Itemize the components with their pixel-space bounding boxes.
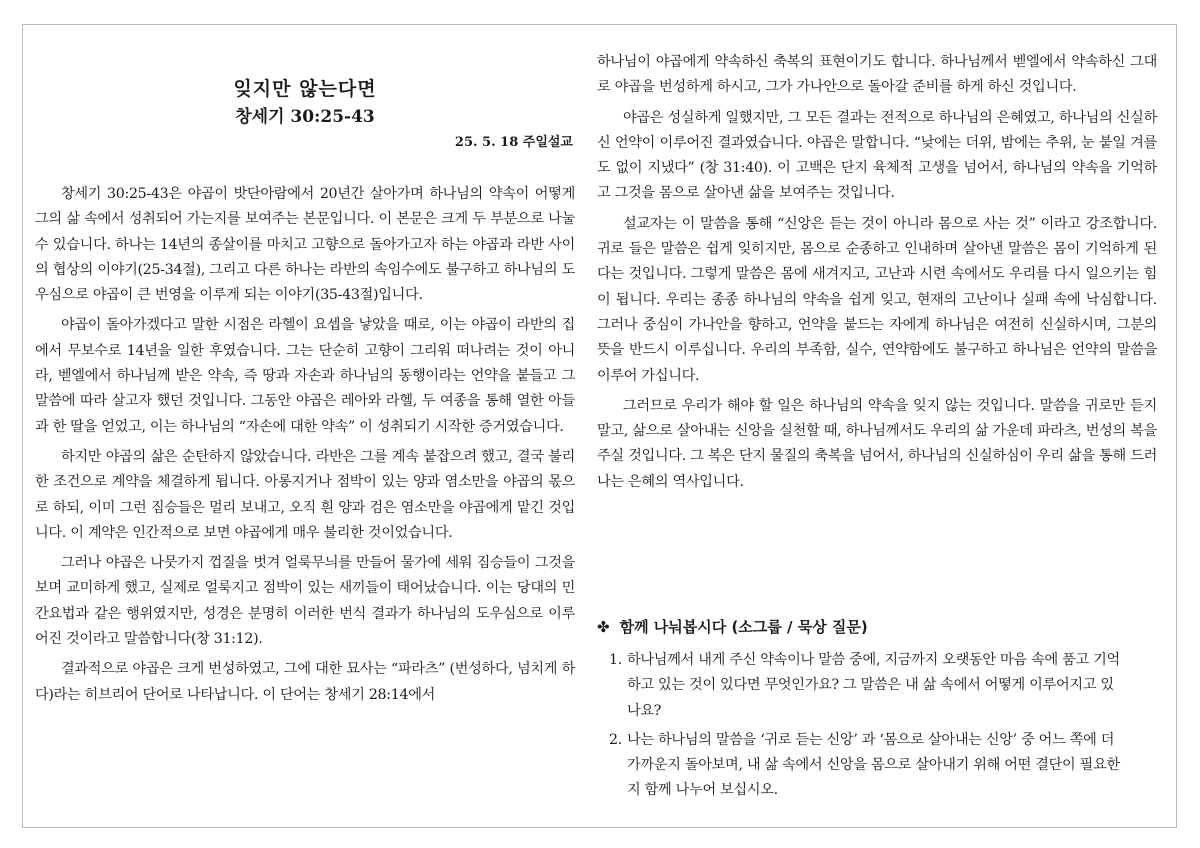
paragraph: 야곱이 돌아가겠다고 말한 시점은 라헬이 요셉을 낳았을 때로, 이는 야곱이 라반의 집에서 무보수로 14년을 일한 후였습니다. 그는 단순히 고향이 그리워 떠나려는 것이 아니라, 벧엘에서 하나님께 받은 약속, 즉 땅과 자손과 하나님의 동행이라는 언약을 붙들고 그 말씀에 따라 살고자 했던 것입니다. 그동안 야곱은 레아와 라헬, 두 여종을 통해 열한 아들과 한 딸을 얻었고, 이는 하나님의 “자손에 대한 약속” 이 성취되기 시작한 증거였습니다. [35, 317, 575, 435]
sermon-title: 잊지만 않는다면 [233, 78, 377, 100]
list-item [597, 648, 1127, 724]
paragraph: 하지만 야곱의 삶은 순탄하지 않았습니다. 라반은 그를 계속 붙잡으려 했고, 결국 불리한 조건으로 계약을 체결하게 됩니다. 아롱지거나 점박이 있는 양과 염소만을 야곱의 몫으로 하되, 이미 그런 짐승들은 멀리 보내고, 오직 흰 양과 검은 염소만을 야곱에게 맡긴 것입니다. 이 계약은 인간적으로 보면 야곱에게 매우 불리한 것이었습니다. [35, 448, 575, 541]
list-item [597, 728, 1127, 804]
discussion-heading [597, 616, 868, 637]
question-list [597, 648, 1127, 808]
scripture-reference: 창세기 30:25-43 [235, 107, 375, 127]
right-body [597, 50, 1157, 495]
question-number: 1. [609, 652, 622, 668]
paragraph: 설교자는 이 말씀을 통해 “신앙은 듣는 것이 아니라 몸으로 사는 것” 이라고 강조합니다. 귀로 들은 말씀은 쉽게 잊히지만, 몸으로 순종하고 인내하며 살아낸 말씀은 몸이 기억하게 된다는 것입니다. 그렇게 말씀은 몸에 새겨지고, 고난과 시련 속에서도 우리를 다시 일으키는 힘이 됩니다. 우리는 종종 하나님의 약속을 쉽게 잊고, 현재의 고난이나 실패 속에 낙심합니다. 그러나 중심이 가나안을 향하고, 언약을 붙드는 자에게 하나님은 여전히 신실하시며, 그분의 뜻을 반드시 이루십니다. 우리의 부족함, 실수, 연약함에도 불구하고 하나님은 언약의 말씀을 이루어 가십니다. [597, 215, 1157, 384]
paragraph: 하나님이 야곱에게 약속하신 축복의 표현이기도 합니다. 하나님께서 벧엘에서 약속하신 그대로 야곱을 번성하게 하시고, 그가 가나안으로 돌아갈 준비를 하게 하신 것입니다. [597, 54, 1157, 96]
question-text: 하나님께서 내게 주신 약속이나 말씀 중에, 지금까지 오랫동안 마음 속에 품고 기억하고 있는 것이 있다면 무엇인가요? 그 말씀은 내 삶 속에서 어떻게 이루어지고 있나요? [627, 652, 1120, 719]
sermon-date: 25. 5. 18 주일설교 [454, 135, 573, 150]
paragraph: 결과적으로 야곱은 크게 번성하였고, 그에 대한 묘사는 “파라츠” (번성하다, 넘치게 하다)라는 히브리어 단어로 나타납니다. 이 단어는 창세기 28:14에서 [35, 661, 575, 703]
question-number: 2. [609, 731, 622, 748]
paragraph: 그러므로 우리가 해야 할 일은 하나님의 약속을 잊지 않는 것입니다. 말씀을 귀로만 듣지 말고, 삶으로 살아내는 신앙을 실천할 때, 하나님께서도 우리의 삶 가운데 파라츠, 번성의 복을 주실 것입니다. 그 복은 단지 물질의 축복을 넘어서, 하나님의 신실하심이 우리 삶을 통해 드러나는 은혜의 역사입니다. [597, 397, 1157, 490]
discussion-heading-text: 함께 나눠봅시다 (소그룹 / 묵상 질문) [619, 618, 868, 636]
left-body [35, 182, 575, 708]
paragraph: 창세기 30:25-43은 야곱이 밧단아람에서 20년간 살아가며 하나님의 약속이 어떻게 그의 삶 속에서 성취되어 가는지를 보여주는 본문입니다. 이 본문은 크게 두 부분으로 나눌 수 있습니다. 하나는 14년의 종살이를 마치고 고향으로 돌아가고자 하는 야곱과 라반 사이의 협상의 이야기(25-34절), 그리고 다른 하나는 라반의 속임수에도 불구하고 하나님의 도우심으로 야곱이 큰 번영을 이루게 되는 이야기(35-43절)입니다. [35, 186, 575, 304]
paragraph: 야곱은 성실하게 일했지만, 그 모든 결과는 전적으로 하나님의 은혜였고, 하나님의 신실하신 언약이 이루어진 결과였습니다. 야곱은 말합니다. “낮에는 더위, 밤에는 추위, 눈 붙일 겨를도 없이 지냈다” (창 31:40). 이 고백은 단지 육체적 고생을 넘어서, 하나님의 약속을 기억하고 그것을 몸으로 살아낸 삶을 보여주는 것입니다. [597, 109, 1157, 202]
question-text: 나는 하나님의 말씀을 ‘귀로 듣는 신앙’ 과 ‘몸으로 살아내는 신앙’ 중 어느 쪽에 더 가까운지 돌아보며, 내 삶 속에서 신앙을 몸으로 살아내기 위해 어떤 결단이 필요한지 함께 나누어 보십시오. [627, 731, 1120, 799]
paragraph: 그러나 야곱은 나뭇가지 껍질을 벗겨 얼룩무늬를 만들어 물가에 세워 짐승들이 그것을 보며 교미하게 했고, 실제로 얼룩지고 점박이 있는 새끼들이 태어났습니다. 이는 당대의 민간요법과 같은 행위였지만, 성경은 분명히 이러한 번식 결과가 하나님의 도우심으로 이루어진 것이라고 말씀합니다(창 31:12). [35, 555, 575, 648]
clover-icon: ✤ [597, 618, 610, 636]
